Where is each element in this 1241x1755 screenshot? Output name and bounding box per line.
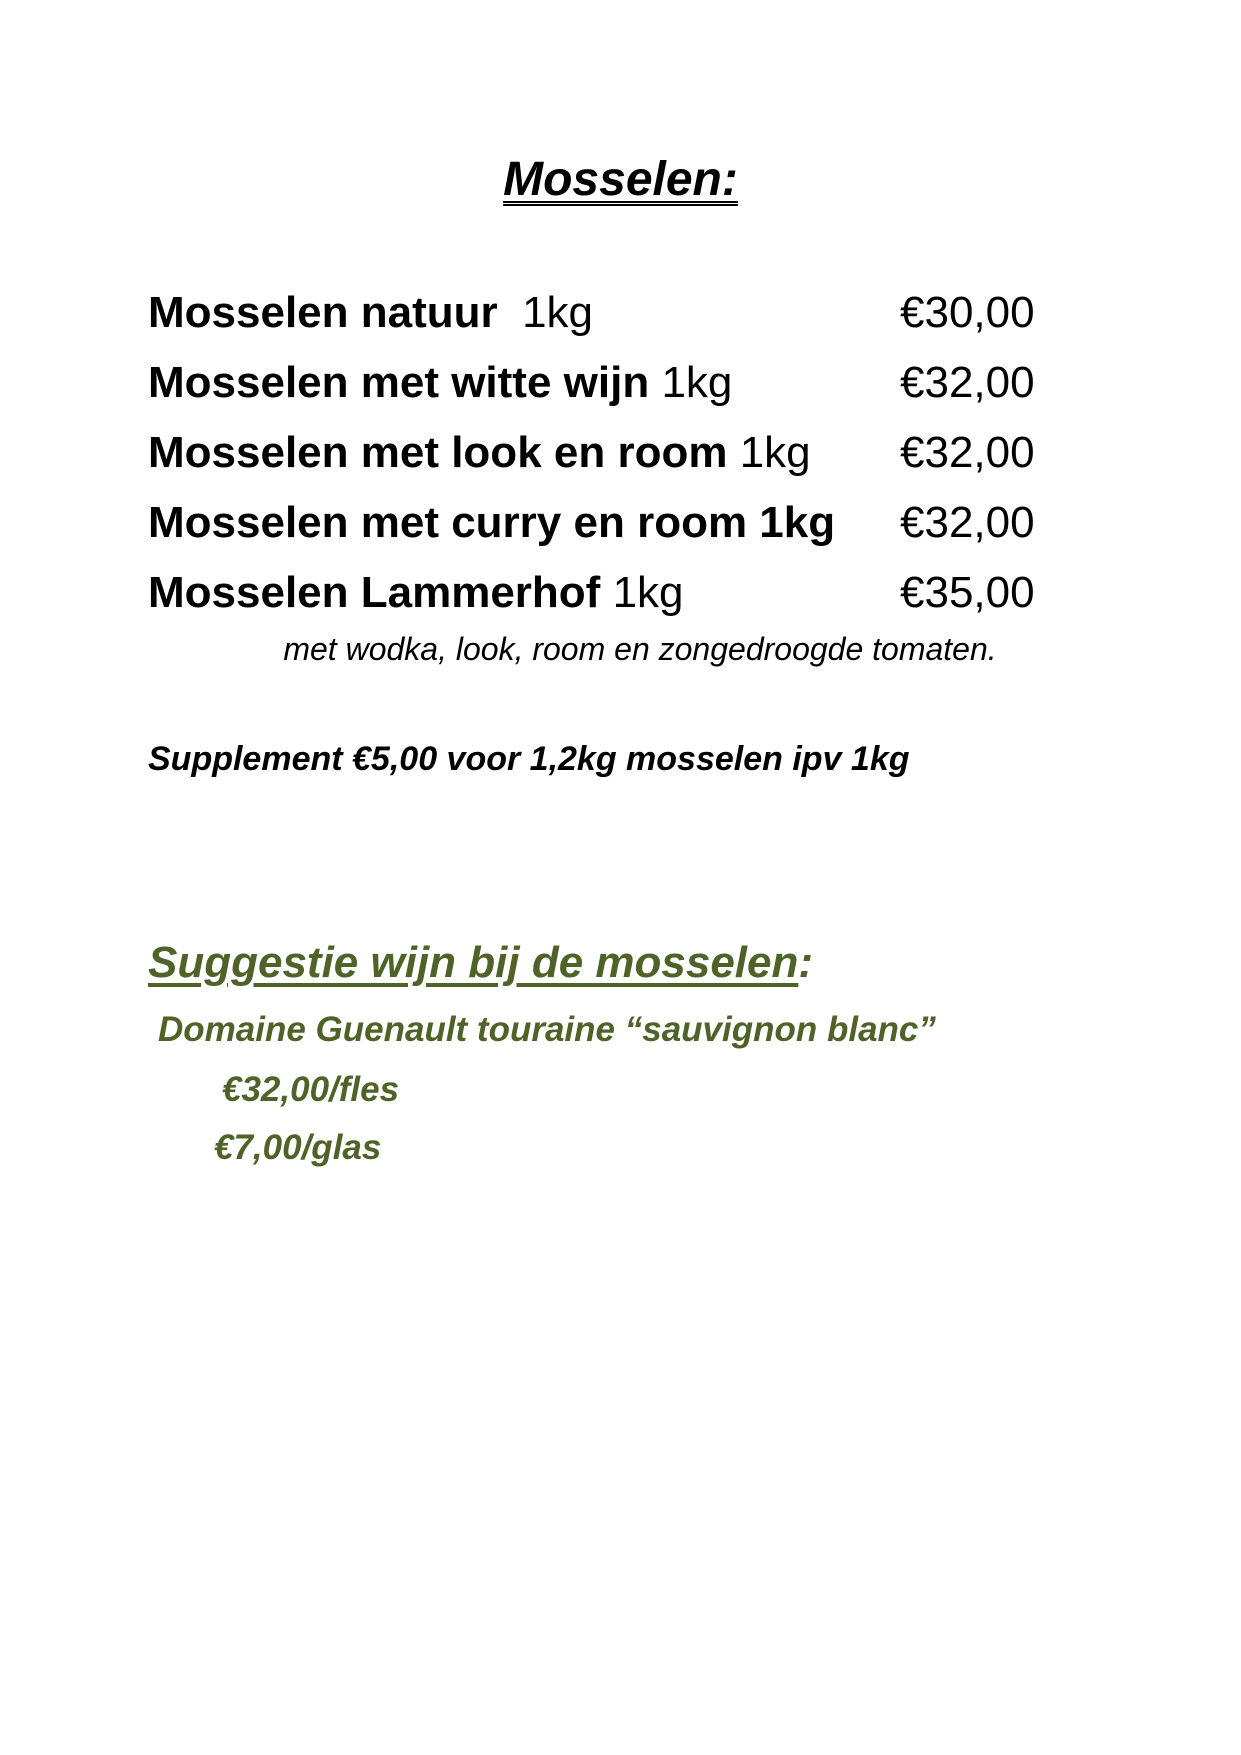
menu-item-name-wrap [148,358,732,407]
menu-item [148,278,1048,348]
wine-heading-text: Suggestie wijn bij de mosselen [148,938,799,987]
menu-item-name: Mosselen met look en room [148,428,728,477]
wine-price-bottle: €32,00/fles [222,1070,400,1109]
menu-item-name-wrap [148,568,684,617]
wine-name: Domaine Guenault touraine “sauvignon blanc” [158,1010,936,1049]
mussel-menu [148,278,1048,628]
supplement-note: Supplement €5,00 voor 1,2kg mosselen ipv 1kg [148,740,910,778]
menu-item-name-wrap [148,288,593,337]
menu-item-price: €32,00 [900,428,1035,477]
menu-item-name: Mosselen natuur [148,288,498,337]
menu-item [148,558,1048,628]
menu-item-name: Mosselen Lammerhof [148,568,601,617]
menu-item-quantity: 1kg [661,358,733,407]
lammerhof-description: met wodka, look, room en zongedroogde tomaten. [283,631,997,667]
menu-item-price: €35,00 [900,568,1035,617]
menu-item-quantity: 1kg [522,288,594,337]
wine-suggestion-heading [148,935,813,991]
menu-item-price: €30,00 [900,288,1035,337]
menu-item [148,348,1048,418]
menu-item-quantity: 1kg [739,428,811,477]
menu-item-name: Mosselen met curry en room 1kg [148,498,836,547]
menu-item-quantity: 1kg [612,568,684,617]
wine-heading-colon: : [798,938,814,987]
menu-item-name-wrap [148,428,811,477]
menu-item [148,418,1048,488]
menu-item-price: €32,00 [900,358,1035,407]
wine-price-glass: €7,00/glas [214,1128,382,1167]
page-title [0,150,1241,210]
title-text: Mosselen: [503,153,738,206]
menu-item [148,488,1048,558]
menu-item-name: Mosselen met witte wijn [148,358,650,407]
menu-item-price: €32,00 [900,498,1035,547]
menu-item-name-wrap [148,498,835,547]
